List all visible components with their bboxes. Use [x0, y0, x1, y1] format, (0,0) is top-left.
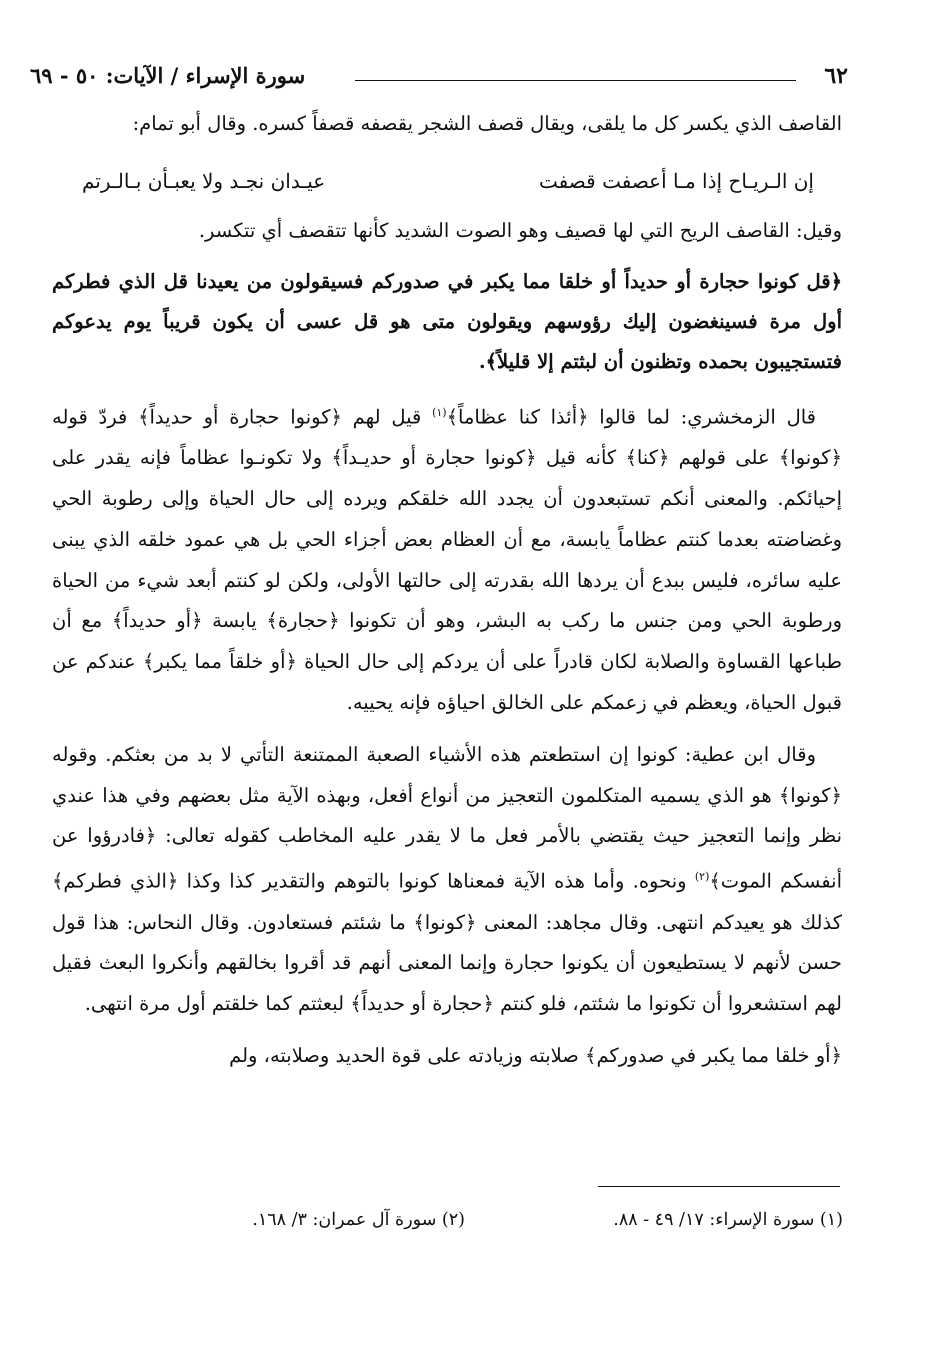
header-rule	[355, 80, 796, 81]
paragraph-continuation: ﴿أو خلقا مما يكبر في صدوركم﴾ صلابته وزيادته على قوة الحديد وصلابته، ولم	[229, 1043, 842, 1067]
paragraph-qasif-alternate: وقيل: القاصف الريح التي لها قصيف وهو الصوت الشديد كأنها تتقصف أي تتكسر.	[198, 219, 842, 242]
poem-verse	[52, 155, 842, 207]
zamakhshari-text-rest: قيل لهم ﴿كونوا حجارة أو حديداً﴾ فردّ قوله ﴿كونوا﴾ على قولهم ﴿كنا﴾ كأنه قيل ﴿كونوا حجارة أو حديـداً﴾ ولا تكونـوا عظاماً فإنه يقدر على إحيائكم. والمعنى أنكم تستبعدون أن يجدد الله خلقكم ويرده إلى حال الحياة وإلى رطوبة الحي وغضاضته بعدما كنتم عظاماً يابسة، مع أن العظام بعض أجزاء الحي بل هي عمود خلقه الذي يبنى عليه سائره، فليس ببدع أن يردها الله بقدرته إلى حالتها الأولى، ولكن لو كنتم أبعد شيء من الحياة ورطوبة الحي ومن جنس ما ركب به البشر، وهو أن تكونوا ﴿حجارة﴾ يابسة ﴿أو حديداً﴾ مع أن طباعها القساوة والصلابة لكان قادراً على أن يردكم إلى حال الحياة ﴿أو خلقاً مما يكبر﴾ عندكم عن قبول الحياة، ويعظم في زعمكم على الخالق احياؤه فإنه يحييه.	[52, 405, 842, 715]
paragraph-ibn-atiyya	[52, 735, 842, 1025]
ibn-atiyya-text-rest: ونحوه. وأما هذه الآية فمعناها كونوا بالتوهم والتقدير كذا وكذا ﴿الذي فطركم﴾ كذلك هو يعيدكم انتهى. وقال مجاهد: المعنى ﴿كونوا﴾ ما شئتم فستعادون. وقال النحاس: هذا قول حسن لأنهم لا يستطيعون أن يكونوا حجارة وإنما المعنى أنهم قد أقروا بخالقهم وأنكروا البعث فقيل لهم استشعروا أن تكونوا ما شئتم، فلو كنتم ﴿حجارة أو حديداً﴾ لبعثتم كما خلقتم أول مرة انتهى.	[52, 869, 842, 1016]
page-body	[52, 104, 842, 1087]
footnote-2: (٢) سورة آل عمران: ٣/ ١٦٨.	[252, 1210, 465, 1230]
ibn-atiyya-text-start: وقال ابن عطية: كونوا إن استطعتم هذه الأشياء الصعبة الممتنعة التأتي لا بد من بعثكم. وقوله ﴿كونوا﴾ هو الذي يسميه المتكلمون التعجيز من أنواع أفعل، وبهذه الآية مثل بعضهم وفي هذا عندي نظر وإنما التعجيز حيث يقتضي بالأمر فعل ما لا يقدر عليه المخاطب كقوله تعالى: ﴿فادرؤوا عن أنفسكم الموت﴾	[52, 742, 842, 893]
poem-second-hemistich: عيـدان نجـد ولا يعبـأن بـالـرتم	[82, 169, 326, 193]
paragraph-qasif-definition: القاصف الذي يكسر كل ما يلقى، ويقال قصف الشجر يقصفه قصفاً كسره. وقال أبو تمام:	[132, 112, 842, 135]
footnote-rule	[598, 1186, 840, 1187]
running-title: سورة الإسراء / الآيات: ٥٠ - ٦٩	[30, 63, 306, 88]
quran-verse: ﴿قل كونوا حجارة أو حديداً أو خلقا مما يكبر في صدوركم فسيقولون من يعيدنا قل الذي فطركم أول مرة فسينغضون إليك رؤوسهم ويقولون متى هو قل عسى أن يكون قريباً يوم يدعوكم فتستجيبون بحمده وتظنون أن لبثتم إلا قليلاً﴾.	[52, 270, 842, 373]
paragraph-zamakhshari	[52, 393, 842, 724]
zamakhshari-text-start: قال الزمخشري: لما قالوا ﴿أئذا كنا عظاماً﴾	[446, 405, 816, 429]
footnote-ref-2: (٢)	[694, 870, 710, 884]
poem-first-hemistich: إن الـريـاح إذا مـا أعصفت قصفت	[539, 169, 814, 193]
footnote-ref-1: (١)	[432, 406, 447, 419]
page-header	[30, 58, 848, 94]
footnote-1: (١) سورة الإسراء: ١٧/ ٤٩ - ٨٨.	[613, 1210, 843, 1230]
page-number: ٦٢	[824, 63, 848, 89]
